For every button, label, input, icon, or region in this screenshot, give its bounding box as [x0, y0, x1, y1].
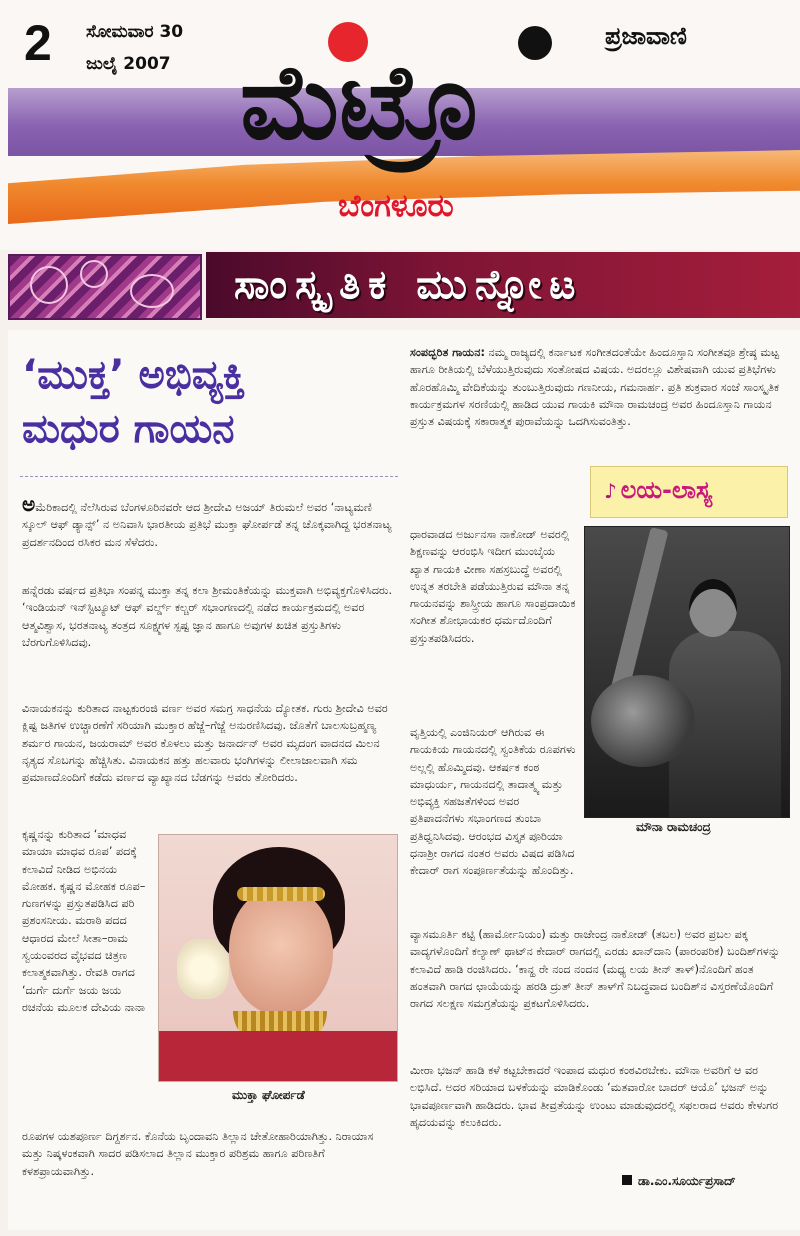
- dancer-caption: ಮುಕ್ತಾ ಘೋರ್ಪಡೆ: [232, 1088, 305, 1102]
- right-paragraph-1: ಸಂಪದ್ಭರಿತ ಗಾಯನ: ನಮ್ಮ ರಾಜ್ಯದಲ್ಲಿ ಕರ್ನಾಟಕ ಸಂಗೀತದಂತೆಯೇ ಹಿಂದೂಸ್ತಾನಿ ಸಂಗೀತವೂ ಶ್ರೇಷ್ಠ ಮಟ್ಟ ಹಾಗೂ ರೀತಿಯಲ್ಲಿ ಬೆಳೆಯುತ್ತಿರುವುದು ಸಂತೋಷದ ವಿಷಯ. ಅದರಲ್ಲೂ ವಿಶೇಷವಾಗಿ ಯುವ ಪ್ರತಿಭೆಗಳು ಹೊರಹೊಮ್ಮಿ ವೇದಿಕೆಯನ್ನು ತುಂಬುತ್ತಿರುವುದು ಗಣನೀಯ, ಗಮನಾರ್ಹ. ಪ್ರತಿ ಶುಕ್ರವಾರ ಸಂಜೆ ಸಾಂಸ್ಕೃತಿಕ ಕಾರ್ಯಕ್ರಮಗಳ ಸರಣಿಯಲ್ಲಿ ಹಾಡಿದ ಯುವ ಗಾಯಕಿ ಮೌನಾ ರಾಮಚಂದ್ರ ಅವರ ಹಿಂದೂಸ್ತಾನಿ ಗಾಯನ ಪ್ರಸ್ತುತ ವಿಷಯಕ್ಕೆ ಸಕಾರಾತ್ಮಕ ಪುರಾವೆಯನ್ನು ಒದಗಿಸುವಂತಿತ್ತು.: [410, 346, 780, 429]
- newspaper-brand: [605, 22, 687, 50]
- square-bullet-icon: [622, 1175, 632, 1185]
- right-paragraph-5: ಮೀರಾ ಭಜನ್ ಹಾಡಿ ಕಳೆ ಕಟ್ಟಬೇಕಾದರೆ ಇಂಪಾದ ಮಧುರ ಕಂಠವಿರಬೇಕು. ಮೌನಾ ಅವರಿಗೆ ಆ ವರ ಲಭಿಸಿದೆ. ಅದರ ಸರಿಯಾದ ಬಳಕೆಯನ್ನು ಮಾಡಿಕೊಂಡು ‘ಮತವಾರೋ ಬಾದರ್ ಆಯೊ’ ಭಜನ್ ಅನ್ನು ಭಾವಪೂರ್ಣವಾಗಿ ಹಾಡಿದರು. ಭಾವ ತೀವ್ರತೆಯನ್ನು ಉಂಟು ಮಾಡುವುದರಲ್ಲಿ ಸಫಲರಾದ ಅವರು ಕೇಳುಗರ ಹೃದಯವನ್ನು ಕಲುಕಿದರು.: [410, 1064, 779, 1129]
- headline-divider: [20, 476, 398, 477]
- left-paragraph-1: ಅಮೆರಿಕಾದಲ್ಲಿ ನೆಲೆಸಿರುವ ಬೆಂಗಳೂರಿನವರೇ ಆದ ಶ್ರೀದೇವಿ ಅಜಯ್ ತಿರುಮಲೆ ಅವರ ‘ನಾಟ್ಯಮಣಿ ಸ್ಕೂಲ್ ಆಫ್ ಡ್ಯಾನ್ಸ್’ ನ ಅನಿವಾಸಿ ಭಾರತೀಯ ಪ್ರತಿಭೆ ಮುಕ್ತಾ ಘೋರ್ಪಡೆ ತನ್ನ ಚೊಕ್ಕವಾಗಿದ್ದ ಭರತನಾಟ್ಯ ಪ್ರದರ್ಶನದಿಂದ ರಸಿಕರ ಮನ ಸೆಳೆದರು.: [22, 492, 392, 549]
- left-paragraph-4: ಕೃಷ್ಣನನ್ನು ಕುರಿತಾದ ‘ಮಾಧವ ಮಾಯಾ ಮಾಧವ ರೂಪ’ ಪದಕ್ಕೆ ಕಲಾವಿದೆ ನೀಡಿದ ಅಭಿನಯ ಮೋಹಕ. ಕೃಷ್ಣನ ಮೋಹಕ ರೂಪ–ಗುಣಗಳನ್ನು ಪ್ರಸ್ತುತಪಡಿಸಿದ ಪರಿ ಪ್ರಶಂಸನೀಯ. ಮರಾಠಿ ಪದದ ಆಧಾರದ ಮೇಲೆ ಸೀತಾ–ರಾಮ ಸ್ವಯಂವರದ ವೈಭವದ ಚಿತ್ರಣ ಕಲಾತ್ಮಕವಾಗಿತ್ತು. ರೇವತಿ ರಾಗದ ‘ದುರ್ಗೆ ದುರ್ಗೆ ಜಯ ಜಯ ರಚನೆಯ ಮೂಲಕ ದೇವಿಯ ನಾನಾ: [22, 828, 146, 1014]
- left-paragraph-2: ಹನ್ನೆರಡು ವರ್ಷದ ಪ್ರತಿಭಾ ಸಂಪನ್ನ ಮುಕ್ತಾ ತನ್ನ ಕಲಾ ಶ್ರೀಮಂತಿಕೆಯನ್ನು ಮುಕ್ತವಾಗಿ ಅಭಿವ್ಯಕ್ತಗೊಳಿಸಿದರು. ‘ಇಂಡಿಯನ್ ಇನ್‌ಸ್ಟಿಟ್ಯೂಟ್ ಆಫ್ ವರ್ಲ್ಡ್ ಕಲ್ಚರ್ ಸಭಾಂಗಣದಲ್ಲಿ ನಡೆದ ಕಾರ್ಯಕ್ರಮದಲ್ಲಿ ಅವರ ಆತ್ಮವಿಶ್ವಾಸ, ಭರತನಾಟ್ಯ ತಂತ್ರದ ಸೂಕ್ಷ್ಮಗಳ ಸ್ಪಷ್ಟ ಜ್ಞಾನ ಹಾಗೂ ಅವುಗಳ ಖಚಿತ ಪ್ರಸ್ತುತಿಗಳು ಬೆರಗುಗೊಳಿಸಿದವು.: [22, 584, 393, 649]
- dancer-photo: [158, 834, 398, 1082]
- left-paragraph-5: ರೂಪಗಳ ಯಶಪೂರ್ಣ ದಿಗ್ದರ್ಶನ. ಕೊನೆಯ ಬೃಂದಾವನಿ ತಿಲ್ಲಾನ ಚೇತೋಹಾರಿಯಾಗಿತ್ತು. ನಿರಾಯಾಸ ಮತ್ತು ನಿಷ್ಕಳಂಕವಾಗಿ ಸಾದರ ಪಡಿಸಲಾದ ತಿಲ್ಲಾನ ಮುಕ್ತಾರ ಪರಿಶ್ರಮ ಹಾಗೂ ಪರಿಣತಿಗೆ ಕಳಶಪ್ರಾಯವಾಗಿತ್ತು.: [22, 1130, 374, 1178]
- drop-cap: ಅ: [22, 492, 36, 516]
- subhead: ಸಂಪದ್ಭರಿತ ಗಾಯನ:: [410, 346, 485, 359]
- column-label: ♪ ಲಯ-ಲಾಸ್ಯ: [604, 476, 713, 504]
- city-name: ಬೆಂಗಳೂರು: [338, 188, 454, 224]
- section-title: ಸಾಂಸ್ಕೃತಿಕ ಮುನ್ನೋಟ: [234, 262, 584, 308]
- right-paragraph-2: ಧಾರವಾಡದ ಅರ್ಜುನಸಾ ನಾಕೋಡ್ ಅವರಲ್ಲಿ ಶಿಕ್ಷಣವನ್ನು ಆರಂಭಿಸಿ ಇದೀಗ ಮುಂಬೈಯ ಖ್ಯಾತ ಗಾಯಕಿ ವೀಣಾ ಸಹಸ್ರಬುದ್ಧೆ ಅವರಲ್ಲಿ ಉನ್ನತ ತರಬೇತಿ ಪಡೆಯುತ್ತಿರುವ ಮೌನಾ ತನ್ನ ಗಾಯನವನ್ನು ಶಾಸ್ತ್ರೀಯ ಹಾಗೂ ಸಾಂಪ್ರದಾಯಿಕ ಸಂಗೀತ ಶೋಭಾಯಕರ ಧರ್ಮದೊಂದಿಗೆ ಪ್ರಸ್ತುತಪಡಿಸಿದರು.: [410, 528, 576, 645]
- black-dot-logo: [518, 26, 552, 60]
- date-day: ಸೋಮವಾರ 30: [86, 22, 184, 42]
- music-note-icon: ♪: [604, 479, 617, 503]
- date-month-year: ಜುಲೈ 2007: [86, 54, 171, 74]
- right-paragraph-4: ವ್ಯಾಸಮೂರ್ತಿ ಕಟ್ಟಿ (ಹಾರ್ಮೋನಿಯಂ) ಮತ್ತು ರಾಜೇಂದ್ರ ನಾಕೋಡ್ (ತಬಲ) ಅವರ ಪ್ರಬಲ ಪಕ್ಕ ವಾದ್ಯಗಳೊಂದಿಗೆ ಕಲ್ಯಾಣ್ ಥಾಟ್‌ನ ಕೇದಾರ್ ರಾಗದಲ್ಲಿ ಎರಡು ಖಾನ್‌ದಾನಿ (ಪಾರಂಪರಿಕ) ಬಂದಿಶ್‌ಗಳನ್ನು ಕಲಾವಿದೆ ಹಾಡಿ ರಂಜಿಸಿದರು. ‘ಕಾನ್ಹ ರೇ ನಂದ ನಂದನ (ಮಧ್ಯ ಲಯ ತೀನ್ ತಾಳ್)ನೊಂದಿಗೆ ಹಂತ ಹಂತವಾಗಿ ರಾಗದ ಛಾಯೆಯನ್ನು ಹರಡಿ ದ್ರುತ್ ತೀನ್ ತಾಳ್‌ಗೆ ನಿಬದ್ಧವಾದ ಬಂದಿಶ್‌ನ ವಿಸ್ತರಣೆಯೊಂದಿಗೆ ರಾಗದ ಸಲಕ್ಷಣ ಸಮಗ್ರತೆಯನ್ನು ಪ್ರಕಟಗೊಳಿಸಿದರು.: [410, 928, 781, 1011]
- singer-caption: ಮೌನಾ ರಾಮಚಂದ್ರ: [636, 820, 711, 834]
- metro-title: ಮೆಟ್ರೊ: [240, 41, 479, 163]
- right-paragraph-3: ವೃತ್ತಿಯಲ್ಲಿ ಎಂಜಿನಿಯರ್ ಆಗಿರುವ ಈ ಗಾಯಕಿಯ ಗಾಯನದಲ್ಲಿ ಸ್ವಂತಿಕೆಯ ರೂಪಗಳು ಅಲ್ಲಲ್ಲಿ ಹೊಮ್ಮಿದವು. ಆಕರ್ಷಕ ಕಂಠ ಮಾಧುರ್ಯ, ಗಾಯನದಲ್ಲಿ ತಾದಾತ್ಮ್ಯ ಮತ್ತು ಅಭಿವ್ಯಕ್ತಿ ಸಹಜತೆಗಳಿಂದ ಅವರ ಪ್ರತಿಪಾದನೆಗಳು ಸಭಾಂಗಣದ ತುಂಬಾ ಪ್ರತಿಧ್ವನಿಸಿದವು. ಆರಂಭದ ವಿಸ್ತೃತ ಪೂರಿಯಾ ಧನಾಶ್ರೀ ರಾಗದ ನಂತರ ಅವರು ವಿಷದ ಪಡಿಸಿದ ಕೇದಾರ್ ರಾಗ ಸಂಪೂರ್ಣತೆಯನ್ನು ಹೊಂದಿತ್ತು.: [410, 726, 576, 878]
- masthead: [0, 0, 800, 250]
- page-number: 2: [24, 15, 52, 71]
- brand-name: ಪ್ರಜಾವಾಣಿ: [605, 22, 687, 50]
- headline: [22, 348, 392, 456]
- singer-photo: [584, 526, 790, 818]
- left-paragraph-3: ವಿನಾಯಕನನ್ನು ಕುರಿತಾದ ನಾಟ್ಟಕುರಂಜಿ ವರ್ಣ ಅವರ ಸಮಗ್ರ ಸಾಧನೆಯ ದ್ಯೋತಕ. ಗುರು ಶ್ರೀದೇವಿ ಅವರ ಕ್ಲಿಷ್ಟ ಜತಿಗಳ ಉಚ್ಚಾರಣೆಗೆ ಸರಿಯಾಗಿ ಮುಕ್ತಾರ ಹೆಜ್ಜೆ–ಗೆಜ್ಜೆ ಅನುರಣಿಸಿದವು. ಜೊತೆಗೆ ಬಾಲಸುಬ್ರಹ್ಮಣ್ಯ ಶರ್ಮರ ಗಾಯನ, ಜಯರಾಮ್ ಅವರ ಕೊಳಲು ಮತ್ತು ಜನಾರ್ದನ್ ಅವರ ಮೃದಂಗ ವಾದನದ ಮಿಲನ ನೃತ್ಯದ ಸೊಬಗನ್ನು ಹೆಚ್ಚಿಸಿತು. ವಿನಾಯಕನ ಹತ್ತು ಹಲವಾರು ಭಂಗಿಗಳನ್ನು ಲೀಲಾಜಾಲವಾಗಿ ಸಮ ಪ್ರಮಾಣದೊಂದಿಗೆ ಕಡೆದು ವರ್ಣದ ವ್ಯಾಖ್ಯಾನದ ಬೆಡಗನ್ನು ಅವರು ತೋರಿದರು.: [22, 702, 388, 785]
- section-art-image: [8, 254, 202, 320]
- headline-line-1: ‘ಮುಕ್ತ’ ಅಭಿವ್ಯಕ್ತಿ: [22, 352, 246, 398]
- byline: ಡಾ.ಎಂ.ಸೂರ್ಯಪ್ರಸಾದ್: [622, 1174, 736, 1189]
- headline-line-2: ಮಧುರ ಗಾಯನ: [22, 406, 235, 452]
